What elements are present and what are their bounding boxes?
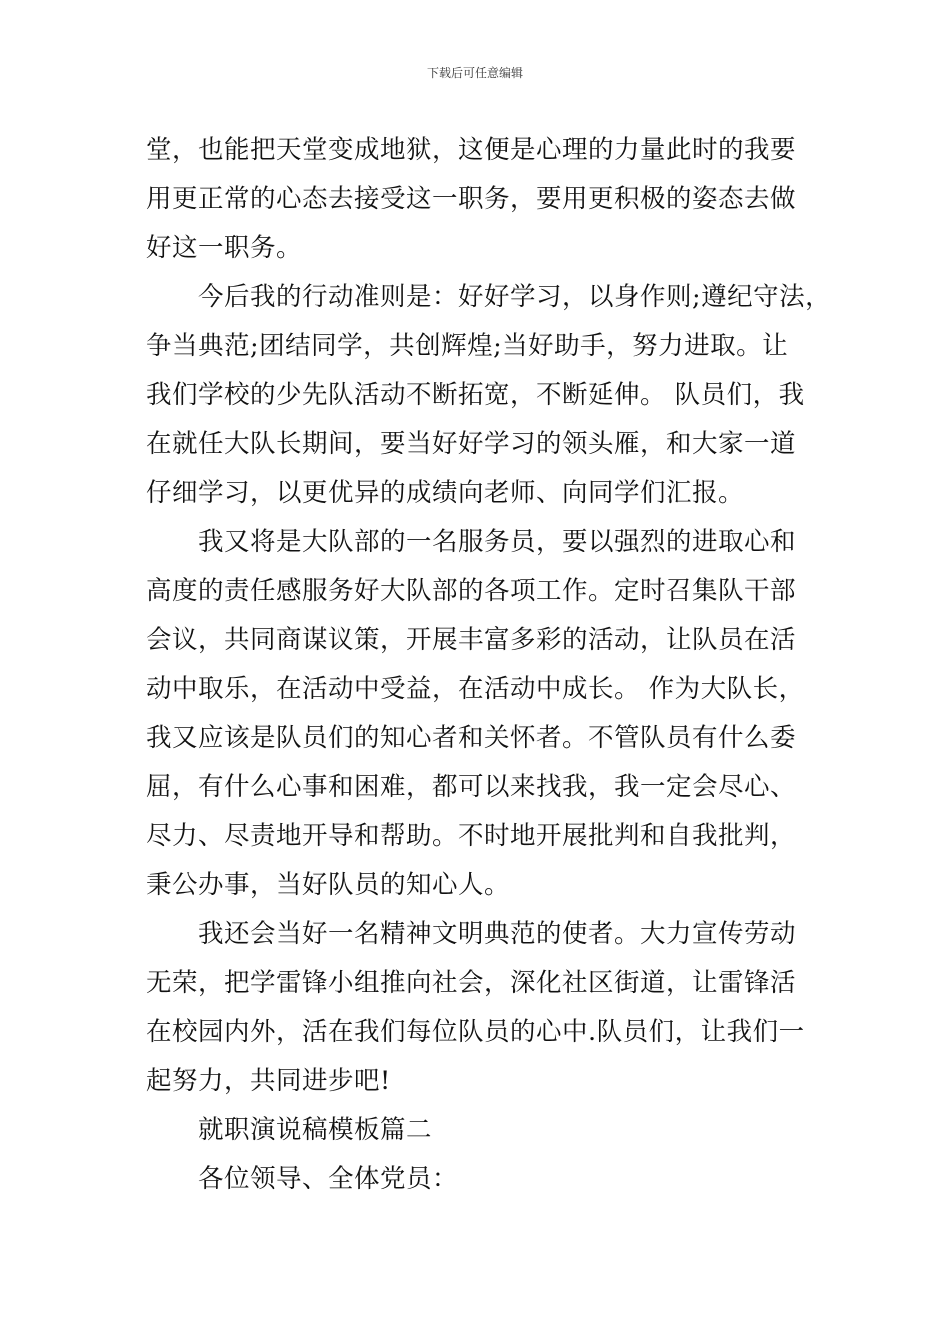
document-body (146, 126, 832, 1204)
text-line: 在校园内外，活在我们每位队员的心中.队员们，让我们一 (146, 1017, 805, 1047)
text-line: 会议，共同商谋议策，开展丰富多彩的活动，让队员在活 (146, 625, 797, 655)
text-line: 在就任大队长期间，要当好好学习的领头雁，和大家一道 (146, 429, 797, 459)
text-line: 今后我的行动准则是：好好学习，以身作则;遵纪守法， (198, 282, 832, 312)
section-heading: 就职演说稿模板篇二 (198, 1115, 433, 1145)
text-line: 高度的责任感服务好大队部的各项工作。定时召集队干部 (146, 576, 797, 606)
text-line: 秉公办事，当好队员的知心人。 (146, 870, 511, 900)
text-line: 我又将是大队部的一名服务员，要以强烈的进取心和 (198, 527, 797, 557)
text-line: 我又应该是队员们的知心者和关怀者。不管队员有什么委 (146, 723, 797, 753)
text-line: 尽力、尽责地开导和帮助。不时地开展批判和自我批判， (146, 821, 797, 851)
text-line: 我们学校的少先队活动不断拓宽，不断延伸。 队员们，我 (146, 380, 805, 410)
text-line: 好这一职务。 (146, 233, 303, 263)
text-line: 用更正常的心态去接受这一职务，要用更积极的姿态去做 (146, 184, 797, 214)
page-header: 下载后可任意编辑 (426, 66, 523, 80)
salutation: 各位领导、全体党员： (198, 1164, 459, 1194)
text-line: 无荣，把学雷锋小组推向社会，深化社区街道，让雷锋活 (146, 968, 797, 998)
text-line: 堂，也能把天堂变成地狱，这便是心理的力量此时的我要 (146, 135, 797, 165)
text-line: 动中取乐，在活动中受益，在活动中成长。 作为大队长， (146, 674, 805, 704)
text-line: 仔细学习，以更优异的成绩向老师、向同学们汇报。 (146, 478, 745, 508)
text-line: 屈，有什么心事和困难，都可以来找我，我一定会尽心、 (146, 772, 797, 802)
text-line: 我还会当好一名精神文明典范的使者。大力宣传劳动 (198, 919, 797, 949)
text-line: 起努力，共同进步吧! (146, 1066, 391, 1096)
text-line: 争当典范;团结同学，共创辉煌;当好助手，努力进取。让 (146, 331, 789, 361)
